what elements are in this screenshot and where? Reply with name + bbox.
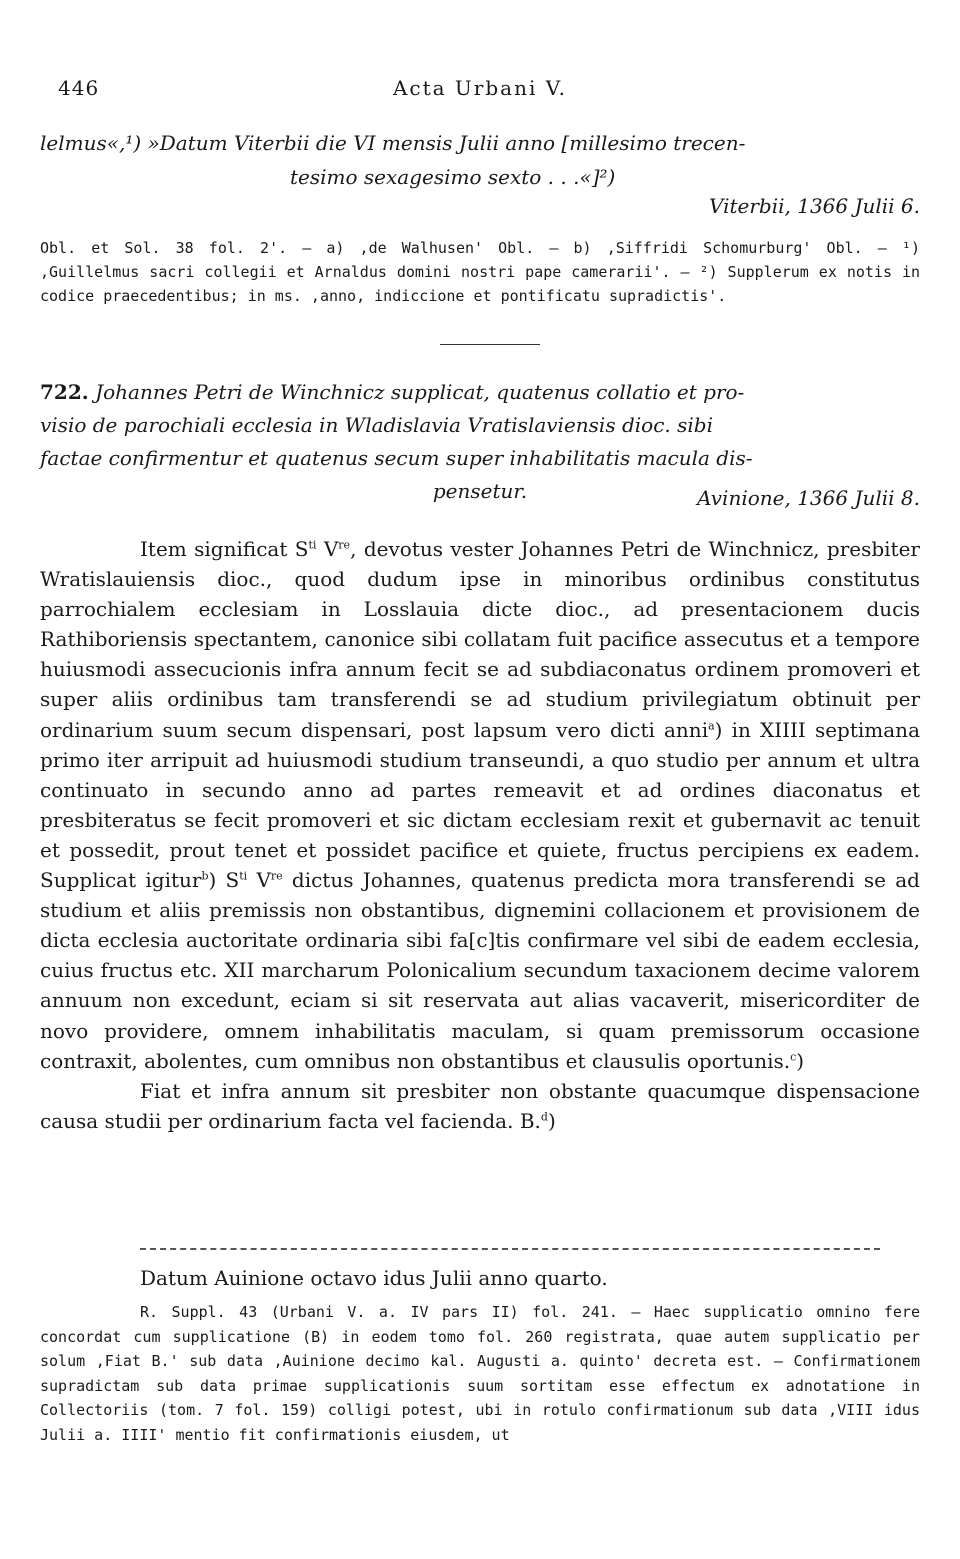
superscript: re bbox=[270, 869, 283, 883]
superscript: d bbox=[540, 1110, 548, 1124]
superscript: b bbox=[201, 869, 209, 883]
continuation-line-2: tesimo sexagesimo sexto . . .«]²) bbox=[290, 165, 616, 189]
date-line-1: Viterbii, 1366 Julii 6. bbox=[708, 194, 920, 218]
page-number: 446 bbox=[58, 76, 100, 100]
superscript: ti bbox=[239, 869, 248, 883]
continuation-text bbox=[40, 126, 920, 194]
body-paragraph-2: Fiat et infra annum sit presbiter non obstante quacumque dispensacione causa studii per ordinarium facta vel facienda. B.$^d$) bbox=[40, 1078, 920, 1133]
body-paragraph-1: Item significat $S^{ti}$ Vre, devotus vester Johannes Petri de Winchnicz, presbiter Wratislauiensis dioc., quod dudum ipse in minoribus ordinibus constitutus parrochialem ecclesiam in Losslauia dicte dioc., ad presentacionem ducis Rathiboriensis spectantem, canonice sibi collatam fuit pacifice assecutus et a tempore huiusmodi assecucionis infra annum fecit se ad subdiaconatus ordinem promoveri et super aliis ordinibus tam transferendi se ad studium privilegiatum obtinuit per ordinarium suum secum dispensari, post lapsum vero dicti anni$^a$) in XIIII septimana primo iter arripuit ad huiusmodi studium transeundi, a quo studio per annum et ultra continuato in secundo anno ad partes remeavit et ad ordines diaconatus et presbiteratus se fecit promoveri et sic dictam ecclesiam rexit et gubernavit ac tenuit et possedit, prout tenet et possidet pacifice et quiete, fructus percipiens ex eadem. Supplicat igitur$^b$) $S^{ti}$ Vre dictus Johannes, quatenus predicta mora transferendi se ad studium et aliis premissis non obstantibus, dignemini collacionem et provisionem de dicta ecclesia auctoritate ordinaria sibi fa[c]tis confirmare vel sibi de eadem ecclesia, cuius fructus etc. XII marcharum Polonicalium secundum taxacionem decime valorem annuum non excedunt, eciam si sit reservata aut alias vacaverit, misericorditer de novo providere, omnem inhabilitatis maculam, si quam premissorum occasione contraxit, abolentes, cum omnibus non obstantibus et clausulis oportunis.$^c$) bbox=[40, 537, 920, 1073]
superscript: c bbox=[790, 1049, 797, 1063]
footnotes-2-text: R. Suppl. 43 (Urbani V. a. IV pars II) fol. 241. — Haec supplicatio omnino fere concordat cum supplicatione (B) in eodem tomo fol. 260 registrata, quae autem supplicatio per solum ‚Fiat B.' sub data ‚Auinione decimo kal. Augusti a. quinto' decreta est. — Confirmationem supradictam sub data primae supplicationis suum sortitam esse effectum ex adnotatione in Collectoriis (tom. 7 fol. 159) colligi potest, ubi in rotulo confirmationum sub data ‚VIII idus Julii a. IIII' mentio fit confirmationis eiusdem, ut bbox=[40, 1303, 920, 1444]
continuation-line-1: lelmus«,¹) »Datum Viterbii die VI mensis Julii anno [millesimo trecen- bbox=[40, 131, 746, 155]
footnotes-2 bbox=[40, 1300, 920, 1448]
entry-title-line-2: visio de parochiali ecclesia in Wladislavia Vratislaviensis dioc. sibi bbox=[40, 413, 713, 437]
dashed-divider bbox=[140, 1248, 880, 1250]
entry-body bbox=[40, 534, 920, 1136]
superscript: a bbox=[708, 718, 715, 732]
entry-title-line-3: factae confirmentur et quatenus secum super inhabilitatis macula dis- bbox=[40, 446, 753, 470]
footnotes-1-text: Obl. et Sol. 38 fol. 2'. — a) ‚de Walhusen' Obl. — b) ‚Siffridi Schomurburg' Obl. — ¹) ‚Guillelmus sacri collegii et Arnaldus domini nostri pape camerarii'. — ²) Supplerum ex notis in codice praecedentibus; in ms. ‚anno, indiccione et pontificatu supradictis'. bbox=[40, 239, 920, 305]
datum-line: Datum Auinione octavo idus Julii anno quarto. bbox=[140, 1266, 608, 1290]
entry-number: 722. bbox=[40, 380, 89, 404]
date-line-2: Avinione, 1366 Julii 8. bbox=[697, 486, 920, 510]
page-header bbox=[40, 70, 920, 106]
entry-title-line-4: pensetur. bbox=[432, 479, 528, 503]
footnotes-1 bbox=[40, 236, 920, 308]
superscript: ti bbox=[308, 538, 317, 552]
running-title: Acta Urbani V. bbox=[392, 76, 568, 100]
entry-title-line-1: Johannes Petri de Winchnicz supplicat, quatenus collatio et pro- bbox=[95, 380, 745, 404]
section-divider bbox=[440, 344, 540, 345]
superscript: re bbox=[338, 538, 351, 552]
